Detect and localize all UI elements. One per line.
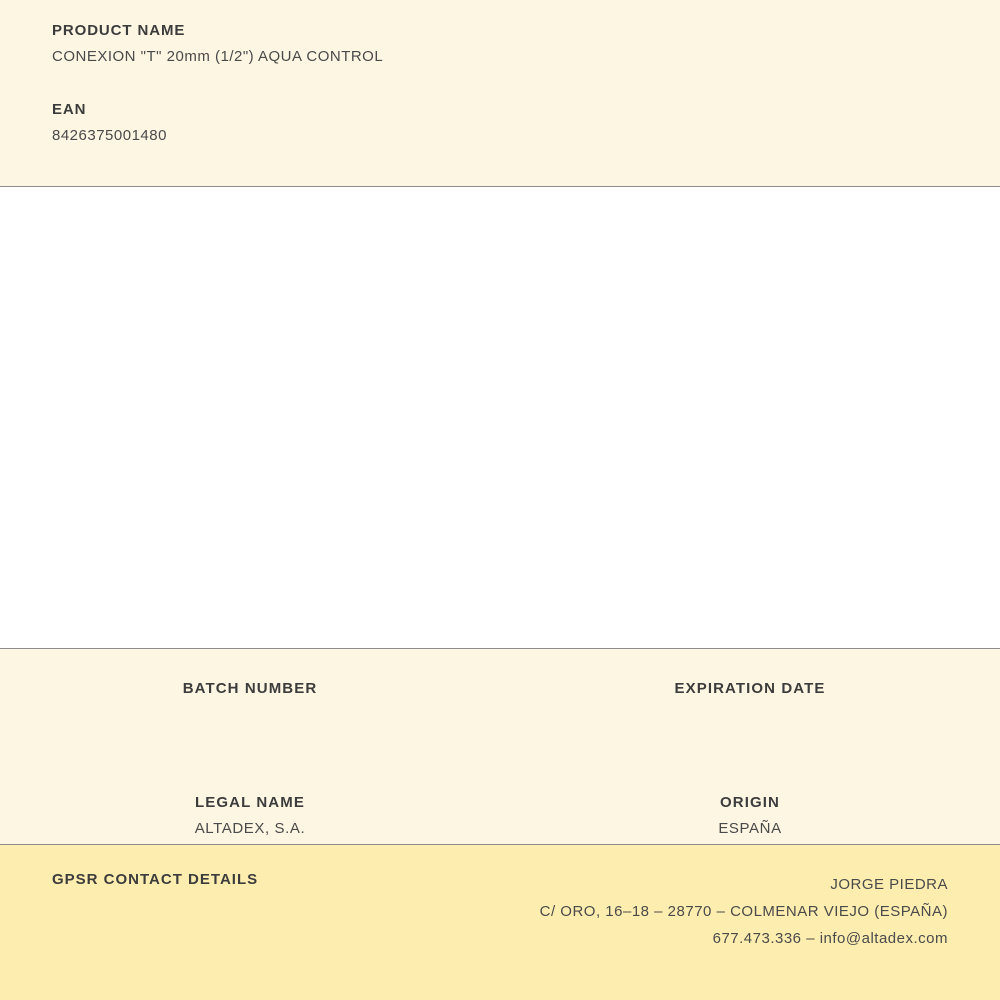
ean-value: 8426375001480 — [52, 127, 167, 144]
product-name-label: PRODUCT NAME — [52, 22, 186, 39]
expiration-date-cell — [500, 680, 1000, 724]
ean-label: EAN — [52, 101, 87, 118]
origin-value: ESPAÑA — [718, 820, 782, 837]
batch-number-cell — [0, 680, 500, 724]
gpsr-contact-details-label: GPSR CONTACT DETAILS — [52, 871, 259, 888]
origin-cell — [500, 794, 1000, 838]
batch-number-value — [0, 706, 500, 724]
blank-content-area — [0, 187, 1000, 649]
details-block — [0, 649, 1000, 845]
batch-number-label: BATCH NUMBER — [182, 680, 318, 697]
details-row-legal-origin — [0, 724, 1000, 838]
expiration-date-label: EXPIRATION DATE — [674, 680, 826, 697]
origin-label: ORIGIN — [720, 794, 780, 811]
contact-address: C/ ORO, 16–18 – 28770 – COLMENAR VIEJO (ESPAÑA) — [539, 903, 948, 920]
contact-phone-email: 677.473.336 – info@altadex.com — [712, 930, 948, 947]
expiration-date-value — [500, 706, 1000, 724]
gpsr-contact-block — [540, 871, 948, 952]
gpsr-footer — [0, 845, 1000, 1000]
field-spacer — [52, 87, 948, 101]
product-name-field — [52, 22, 948, 65]
contact-name: JORGE PIEDRA — [830, 876, 948, 893]
legal-name-cell — [0, 794, 500, 838]
legal-name-label: LEGAL NAME — [195, 794, 305, 811]
product-info-block — [0, 0, 1000, 187]
details-row-batch-expiration — [0, 649, 1000, 724]
product-name-value: CONEXION "T" 20mm (1/2") AQUA CONTROL — [52, 48, 384, 65]
ean-field — [52, 101, 948, 144]
legal-name-value: ALTADEX, S.A. — [194, 820, 306, 837]
